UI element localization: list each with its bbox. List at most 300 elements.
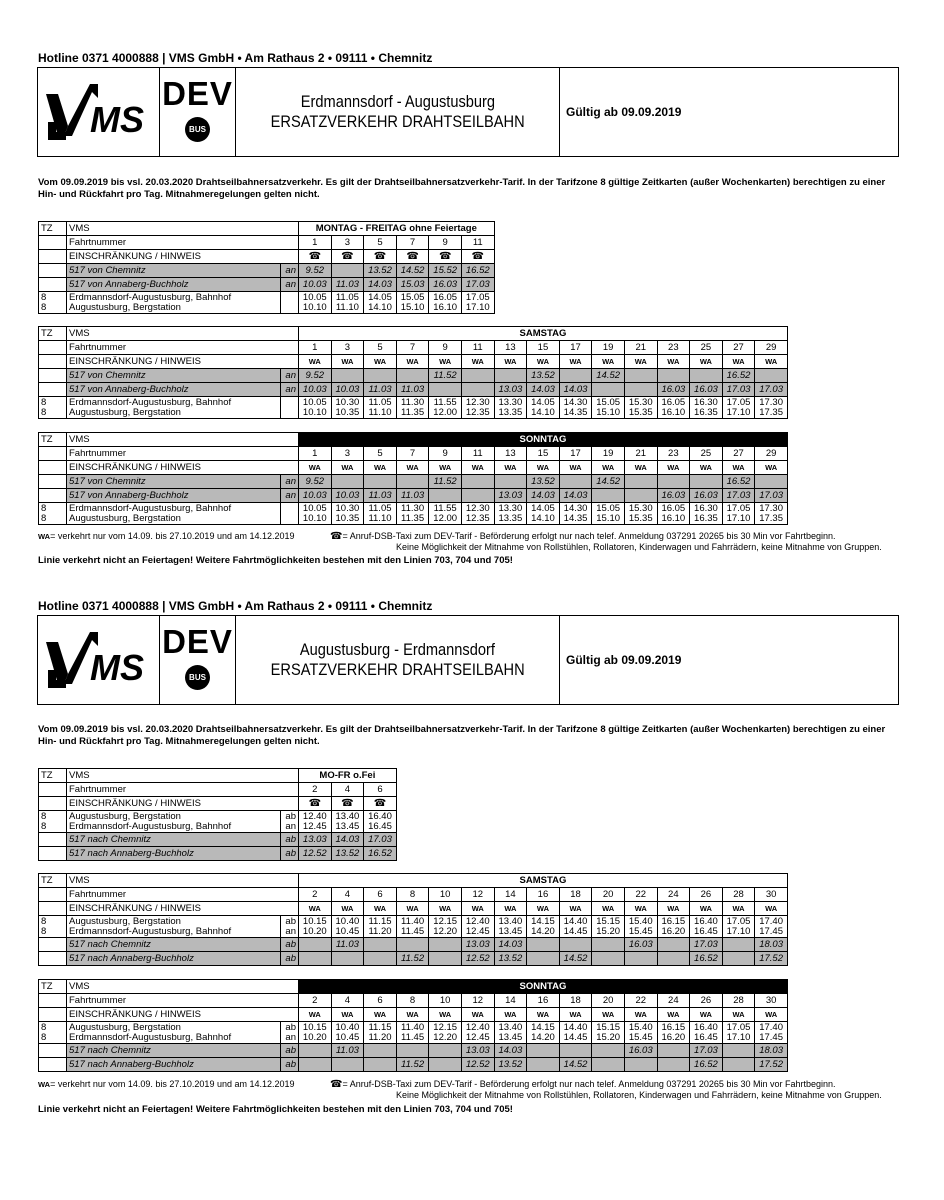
time-value: 16.05: [661, 396, 686, 408]
trip-number: 29: [755, 447, 788, 461]
trip-number-row: [39, 888, 788, 902]
wa-hint: WA: [592, 902, 625, 916]
time-value: 16.03: [661, 383, 686, 395]
wa-tag: WA: [38, 1080, 51, 1089]
time-value: 12.00: [433, 406, 458, 418]
wa-hint: WA: [331, 902, 364, 916]
trip-number: 23: [657, 341, 690, 355]
time-value: 10.15: [302, 1021, 327, 1033]
time-cell: [331, 938, 364, 952]
time-cell: [559, 952, 592, 966]
day-header: SONNTAG: [299, 980, 788, 994]
trip-number: 2: [299, 783, 332, 797]
time-value: 14.03: [368, 278, 392, 290]
wa-hint: WA: [559, 1008, 592, 1022]
time-value: 12.15: [433, 915, 458, 927]
trip-number: 5: [364, 341, 397, 355]
time-value: 17.05: [726, 502, 751, 514]
arrival-departure-mark: [281, 1044, 299, 1058]
time-cell: [755, 1058, 788, 1072]
time-value: 16.03: [433, 278, 458, 290]
table-row: [39, 916, 788, 938]
wa-hint: WA: [527, 461, 560, 475]
timetable-samstag: [38, 326, 788, 419]
time-cell: [657, 383, 690, 397]
station-name: Augustusburg, Bergstation: [69, 406, 181, 418]
route-title-line2: ERSATZVERKEHR DRAHTSEILBAHN: [270, 112, 525, 131]
time-cell: [331, 292, 364, 314]
trip-number: 7: [396, 236, 429, 250]
time-cell: [364, 833, 397, 847]
time-value: 17.10: [726, 512, 751, 524]
legend-wa-text: = verkehrt nur vom 14.09. bis 27.10.2019 und am 14.12.2019: [50, 531, 295, 541]
trip-number: 16: [527, 888, 560, 902]
time-value: 11.03: [401, 489, 425, 501]
time-value: 10.03: [335, 489, 360, 501]
trip-number-row: [39, 783, 397, 797]
time-cell: [364, 1058, 397, 1072]
time-cell: [755, 397, 788, 419]
time-cell: [755, 475, 788, 489]
footer-note: Linie verkehrt nicht an Feiertagen! Weitere Fahrtmöglichkeiten bestehen mit den Linien 703, 704 und 705!: [38, 555, 513, 566]
trip-number: 11: [461, 447, 494, 461]
time-value: 15.40: [628, 1021, 653, 1033]
time-cell: [429, 397, 462, 419]
info-text: Vom 09.09.2019 bis vsl. 20.03.2020 Drahtseilbahnersatzverkehr. Es gilt der Drahtseilbahnersatzverkehr-Tarif. In der Tarifzone 8 gültige Zeitkarten (außer Wochenkarten) berechtigen zu einer Hin- und Rückfahrt pro Tag. Mitnahmeregelungen gelten nicht.: [38, 724, 886, 747]
time-value: 16.52: [694, 1058, 718, 1070]
time-value: 10.45: [335, 1031, 360, 1043]
time-cell: [722, 475, 755, 489]
trip-number: 9: [429, 447, 462, 461]
day-header: MONTAG - FREITAG ohne Feiertage: [299, 222, 495, 236]
wa-hint: WA: [722, 902, 755, 916]
time-cell: [494, 916, 527, 938]
trip-number: 8: [396, 994, 429, 1008]
time-value: 12.40: [465, 1021, 490, 1033]
trip-number-label: Fahrtnummer: [67, 888, 299, 902]
wa-hint: WA: [592, 461, 625, 475]
restriction-row: [39, 902, 788, 916]
station-name: Erdmannsdorf-Augustusburg, Bahnhof: [69, 502, 232, 514]
trip-number: 11: [461, 341, 494, 355]
wa-hint: WA: [364, 355, 397, 369]
station-name: 517 nach Chemnitz: [69, 938, 151, 950]
time-value: 16.10: [433, 301, 458, 313]
time-cell: [527, 369, 560, 383]
wa-hint: WA: [624, 1008, 657, 1022]
wa-hint: WA: [690, 1008, 723, 1022]
station-name: 517 von Annaberg-Buchholz: [69, 489, 189, 501]
time-value: 12.52: [465, 1058, 490, 1070]
time-cell: [657, 489, 690, 503]
time-cell: [429, 369, 462, 383]
station-cell: [67, 489, 281, 503]
station-cell: [67, 397, 281, 419]
time-cell: [461, 938, 494, 952]
time-cell: [364, 383, 397, 397]
tz-cell: [39, 250, 67, 264]
time-cell: [755, 1022, 788, 1044]
wa-hint: WA: [755, 1008, 788, 1022]
time-cell: [364, 811, 397, 833]
time-value: 11.52: [433, 475, 457, 487]
time-value: 14.05: [531, 396, 555, 408]
time-cell: [657, 952, 690, 966]
legend-phone-line1: = Anruf-DSB-Taxi zum DEV-Tarif - Beförderung erfolgt nur nach telef. Anmeldung 037291 20265 bis 30 Min vor Fahrtbeginn.: [342, 1079, 836, 1089]
station-cell: [67, 503, 281, 525]
time-value: 14.45: [563, 1031, 588, 1043]
time-cell: [299, 847, 332, 861]
trip-number: 3: [331, 447, 364, 461]
table-row: [39, 369, 788, 383]
time-cell: [592, 1044, 625, 1058]
vms-header: VMS: [67, 769, 299, 783]
time-value: 14.03: [498, 938, 523, 950]
tz-cell: [39, 475, 67, 489]
time-value: 14.05: [368, 291, 392, 303]
time-cell: [299, 383, 332, 397]
time-value: 10.03: [302, 489, 327, 501]
tz-zone: 8: [41, 406, 47, 418]
wa-hint: WA: [592, 1008, 625, 1022]
trip-number: 9: [429, 236, 462, 250]
time-cell: [722, 397, 755, 419]
time-cell: [364, 916, 397, 938]
time-value: 16.05: [433, 291, 458, 303]
time-value: 13.52: [368, 264, 392, 276]
tz-cell: [39, 383, 67, 397]
trip-number: 27: [722, 447, 755, 461]
time-cell: [461, 369, 494, 383]
time-value: 13.52: [531, 369, 555, 381]
time-cell: [331, 475, 364, 489]
time-cell: [592, 952, 625, 966]
bus-badge: BUS: [185, 117, 210, 142]
tz-zone: 8: [41, 915, 47, 927]
trip-number: 20: [592, 888, 625, 902]
time-value: 14.52: [563, 952, 588, 964]
tz-cell: [39, 397, 67, 419]
hotline-header: Hotline 0371 4000888 | VMS GmbH • Am Rathaus 2 • 09111 • Chemnitz: [38, 51, 433, 65]
time-cell: [429, 1044, 462, 1058]
trip-number: 10: [429, 888, 462, 902]
trip-number: 6: [364, 888, 397, 902]
phone-icon: ☎: [396, 250, 429, 264]
time-value: 11.03: [368, 489, 392, 501]
time-cell: [624, 1058, 657, 1072]
wa-hint: WA: [527, 902, 560, 916]
time-value: 12.20: [433, 925, 458, 937]
time-value: 15.15: [596, 1021, 621, 1033]
timetable-mo-fr: [38, 221, 495, 314]
arrival-departure-mark: [281, 952, 299, 966]
phone-icon: ☎: [461, 250, 494, 264]
time-cell: [527, 503, 560, 525]
time-value: 11.15: [368, 915, 392, 927]
time-cell: [396, 1022, 429, 1044]
tz-cell: [39, 952, 67, 966]
arrival-departure-mark: [281, 397, 299, 419]
time-value: 12.40: [465, 915, 490, 927]
wa-hint: WA: [299, 355, 332, 369]
time-value: 12.52: [465, 952, 490, 964]
time-value: 11.05: [368, 396, 392, 408]
time-cell: [331, 952, 364, 966]
time-cell: [461, 1058, 494, 1072]
tz-zone: 8: [41, 810, 47, 822]
wa-hint: WA: [429, 461, 462, 475]
time-cell: [396, 278, 429, 292]
time-cell: [559, 383, 592, 397]
time-cell: [592, 503, 625, 525]
wa-hint: WA: [722, 1008, 755, 1022]
legend-phone: [330, 1079, 836, 1090]
time-cell: [299, 833, 332, 847]
trip-number: 4: [331, 994, 364, 1008]
time-value: 13.03: [465, 938, 490, 950]
time-value: 11.35: [401, 512, 425, 524]
time-value: 16.45: [694, 925, 718, 937]
time-cell: [690, 938, 723, 952]
table-header-row: [39, 769, 397, 783]
mark: an: [285, 278, 296, 290]
wa-hint: WA: [396, 902, 429, 916]
time-value: 10.10: [302, 406, 327, 418]
time-cell: [461, 916, 494, 938]
trip-number: 1: [299, 236, 332, 250]
trip-number: 15: [527, 341, 560, 355]
time-cell: [624, 503, 657, 525]
table-row: [39, 489, 788, 503]
time-value: 15.52: [433, 264, 458, 276]
time-value: 15.40: [628, 915, 653, 927]
trip-number: 1: [299, 447, 332, 461]
arrival-departure-mark: [281, 292, 299, 314]
time-cell: [461, 292, 494, 314]
time-value: 13.45: [498, 1031, 523, 1043]
trip-number: 24: [657, 888, 690, 902]
time-value: 12.35: [465, 406, 490, 418]
time-cell: [299, 916, 332, 938]
station-name: Erdmannsdorf-Augustusburg, Bahnhof: [69, 1031, 232, 1043]
time-value: 17.45: [759, 1031, 783, 1043]
tz-cell: [39, 938, 67, 952]
time-value: 12.45: [465, 925, 490, 937]
time-cell: [299, 369, 332, 383]
vms-header: VMS: [67, 327, 299, 341]
time-value: 15.20: [596, 925, 621, 937]
tz-cell: [39, 833, 67, 847]
trip-number: 1: [299, 341, 332, 355]
trip-number: 19: [592, 447, 625, 461]
wa-hint: WA: [527, 1008, 560, 1022]
time-value: 13.52: [335, 847, 360, 859]
table-row: [39, 811, 397, 833]
station-cell: [67, 369, 281, 383]
mark: ab: [285, 1021, 296, 1033]
arrival-departure-mark: [281, 383, 299, 397]
time-value: 12.40: [302, 810, 327, 822]
wa-hint: WA: [429, 1008, 462, 1022]
time-value: 15.05: [596, 502, 621, 514]
time-value: 10.10: [302, 512, 327, 524]
time-value: 13.52: [531, 475, 555, 487]
time-value: 18.03: [759, 938, 783, 950]
trip-number-label: Fahrtnummer: [67, 341, 299, 355]
time-cell: [657, 369, 690, 383]
restriction-row: [39, 797, 397, 811]
time-cell: [429, 1058, 462, 1072]
timetable-sonntag: [38, 979, 788, 1072]
time-cell: [331, 489, 364, 503]
time-value: 11.52: [401, 1058, 425, 1070]
trip-number: 4: [331, 888, 364, 902]
time-value: 11.52: [401, 952, 425, 964]
time-cell: [429, 292, 462, 314]
phone-icon: ☎: [331, 250, 364, 264]
time-value: 15.30: [628, 502, 653, 514]
time-cell: [624, 1022, 657, 1044]
trip-number: 25: [690, 447, 723, 461]
time-cell: [396, 916, 429, 938]
trip-number: 2: [299, 994, 332, 1008]
time-cell: [299, 1044, 332, 1058]
time-cell: [527, 952, 560, 966]
time-cell: [592, 938, 625, 952]
mark: ab: [285, 810, 296, 822]
time-cell: [722, 369, 755, 383]
tz-cell: [39, 369, 67, 383]
trip-number-row: [39, 447, 788, 461]
tz-cell: [39, 994, 67, 1008]
phone-icon: ☎: [330, 531, 343, 542]
time-value: 16.10: [661, 512, 686, 524]
table-row: [39, 503, 788, 525]
trip-number: 12: [461, 888, 494, 902]
route-title-line1: Erdmannsdorf - Augustusburg: [300, 92, 495, 111]
time-cell: [331, 847, 364, 861]
time-cell: [559, 475, 592, 489]
trip-number: 13: [494, 447, 527, 461]
trip-number: 24: [657, 994, 690, 1008]
time-cell: [690, 952, 723, 966]
time-value: 14.15: [531, 915, 555, 927]
trip-number-label: Fahrtnummer: [67, 447, 299, 461]
wa-hint: WA: [527, 355, 560, 369]
time-value: 10.35: [335, 406, 360, 418]
wa-hint: WA: [299, 461, 332, 475]
trip-number: 2: [299, 888, 332, 902]
mark: ab: [285, 915, 296, 927]
station-cell: [67, 952, 281, 966]
tz-cell: [39, 503, 67, 525]
time-value: 11.15: [368, 1021, 392, 1033]
time-value: 16.20: [661, 1031, 686, 1043]
trip-number: 10: [429, 994, 462, 1008]
time-value: 16.03: [628, 938, 653, 950]
trip-number: 22: [624, 994, 657, 1008]
time-cell: [559, 1058, 592, 1072]
time-cell: [364, 847, 397, 861]
time-cell: [690, 1022, 723, 1044]
time-value: 11.03: [335, 278, 359, 290]
time-value: 14.03: [563, 383, 588, 395]
restriction-label: EINSCHRÄNKUNG / HINWEIS: [67, 355, 299, 369]
time-cell: [364, 1022, 397, 1044]
wa-hint: WA: [559, 461, 592, 475]
trip-number: 23: [657, 447, 690, 461]
time-cell: [722, 916, 755, 938]
time-value: 15.45: [628, 925, 653, 937]
tz-cell: [39, 461, 67, 475]
route-title-line1: Augustusburg - Erdmannsdorf: [299, 640, 496, 659]
tz-cell: [39, 811, 67, 833]
wa-hint: WA: [461, 355, 494, 369]
time-value: 10.05: [302, 396, 327, 408]
time-cell: [299, 811, 332, 833]
time-cell: [624, 475, 657, 489]
time-value: 16.30: [694, 396, 718, 408]
trip-number: 25: [690, 341, 723, 355]
time-cell: [494, 383, 527, 397]
trip-number-label: Fahrtnummer: [67, 236, 299, 250]
trip-number: 28: [722, 994, 755, 1008]
time-cell: [429, 938, 462, 952]
wa-hint: WA: [624, 355, 657, 369]
time-cell: [396, 952, 429, 966]
tz-cell: [39, 916, 67, 938]
time-value: 12.30: [465, 502, 490, 514]
time-value: 11.03: [335, 1044, 359, 1056]
dev-label: DEV: [162, 75, 233, 112]
time-cell: [461, 489, 494, 503]
time-cell: [722, 489, 755, 503]
time-value: 16.03: [661, 489, 686, 501]
wa-hint: WA: [624, 902, 657, 916]
time-value: 16.03: [694, 489, 718, 501]
time-value: 13.52: [498, 952, 523, 964]
time-cell: [331, 383, 364, 397]
time-value: 10.20: [302, 1031, 327, 1043]
tz-zone: 8: [41, 396, 47, 408]
time-value: 17.10: [726, 1031, 751, 1043]
time-value: 14.30: [563, 502, 588, 514]
time-cell: [364, 489, 397, 503]
time-cell: [494, 1022, 527, 1044]
svg-text:MS: MS: [89, 647, 144, 688]
time-cell: [755, 938, 788, 952]
wa-tag: WA: [38, 532, 51, 541]
time-value: 14.03: [531, 489, 555, 501]
trip-number-label: Fahrtnummer: [67, 994, 299, 1008]
time-value: 12.45: [465, 1031, 490, 1043]
time-value: 11.55: [433, 396, 457, 408]
tz-cell: [39, 355, 67, 369]
mark: ab: [285, 952, 296, 964]
trip-number: 22: [624, 888, 657, 902]
time-value: 17.35: [759, 512, 783, 524]
hotline-header: Hotline 0371 4000888 | VMS GmbH • Am Rathaus 2 • 09111 • Chemnitz: [38, 599, 433, 613]
trip-number: 4: [331, 783, 364, 797]
time-value: 11.55: [433, 502, 457, 514]
arrival-departure-mark: [281, 369, 299, 383]
time-value: 13.03: [302, 833, 327, 845]
legend-wa-text: = verkehrt nur vom 14.09. bis 27.10.2019 und am 14.12.2019: [50, 1079, 295, 1089]
time-cell: [592, 397, 625, 419]
time-value: 16.40: [694, 1021, 718, 1033]
time-cell: [364, 278, 397, 292]
wa-hint: WA: [299, 1008, 332, 1022]
